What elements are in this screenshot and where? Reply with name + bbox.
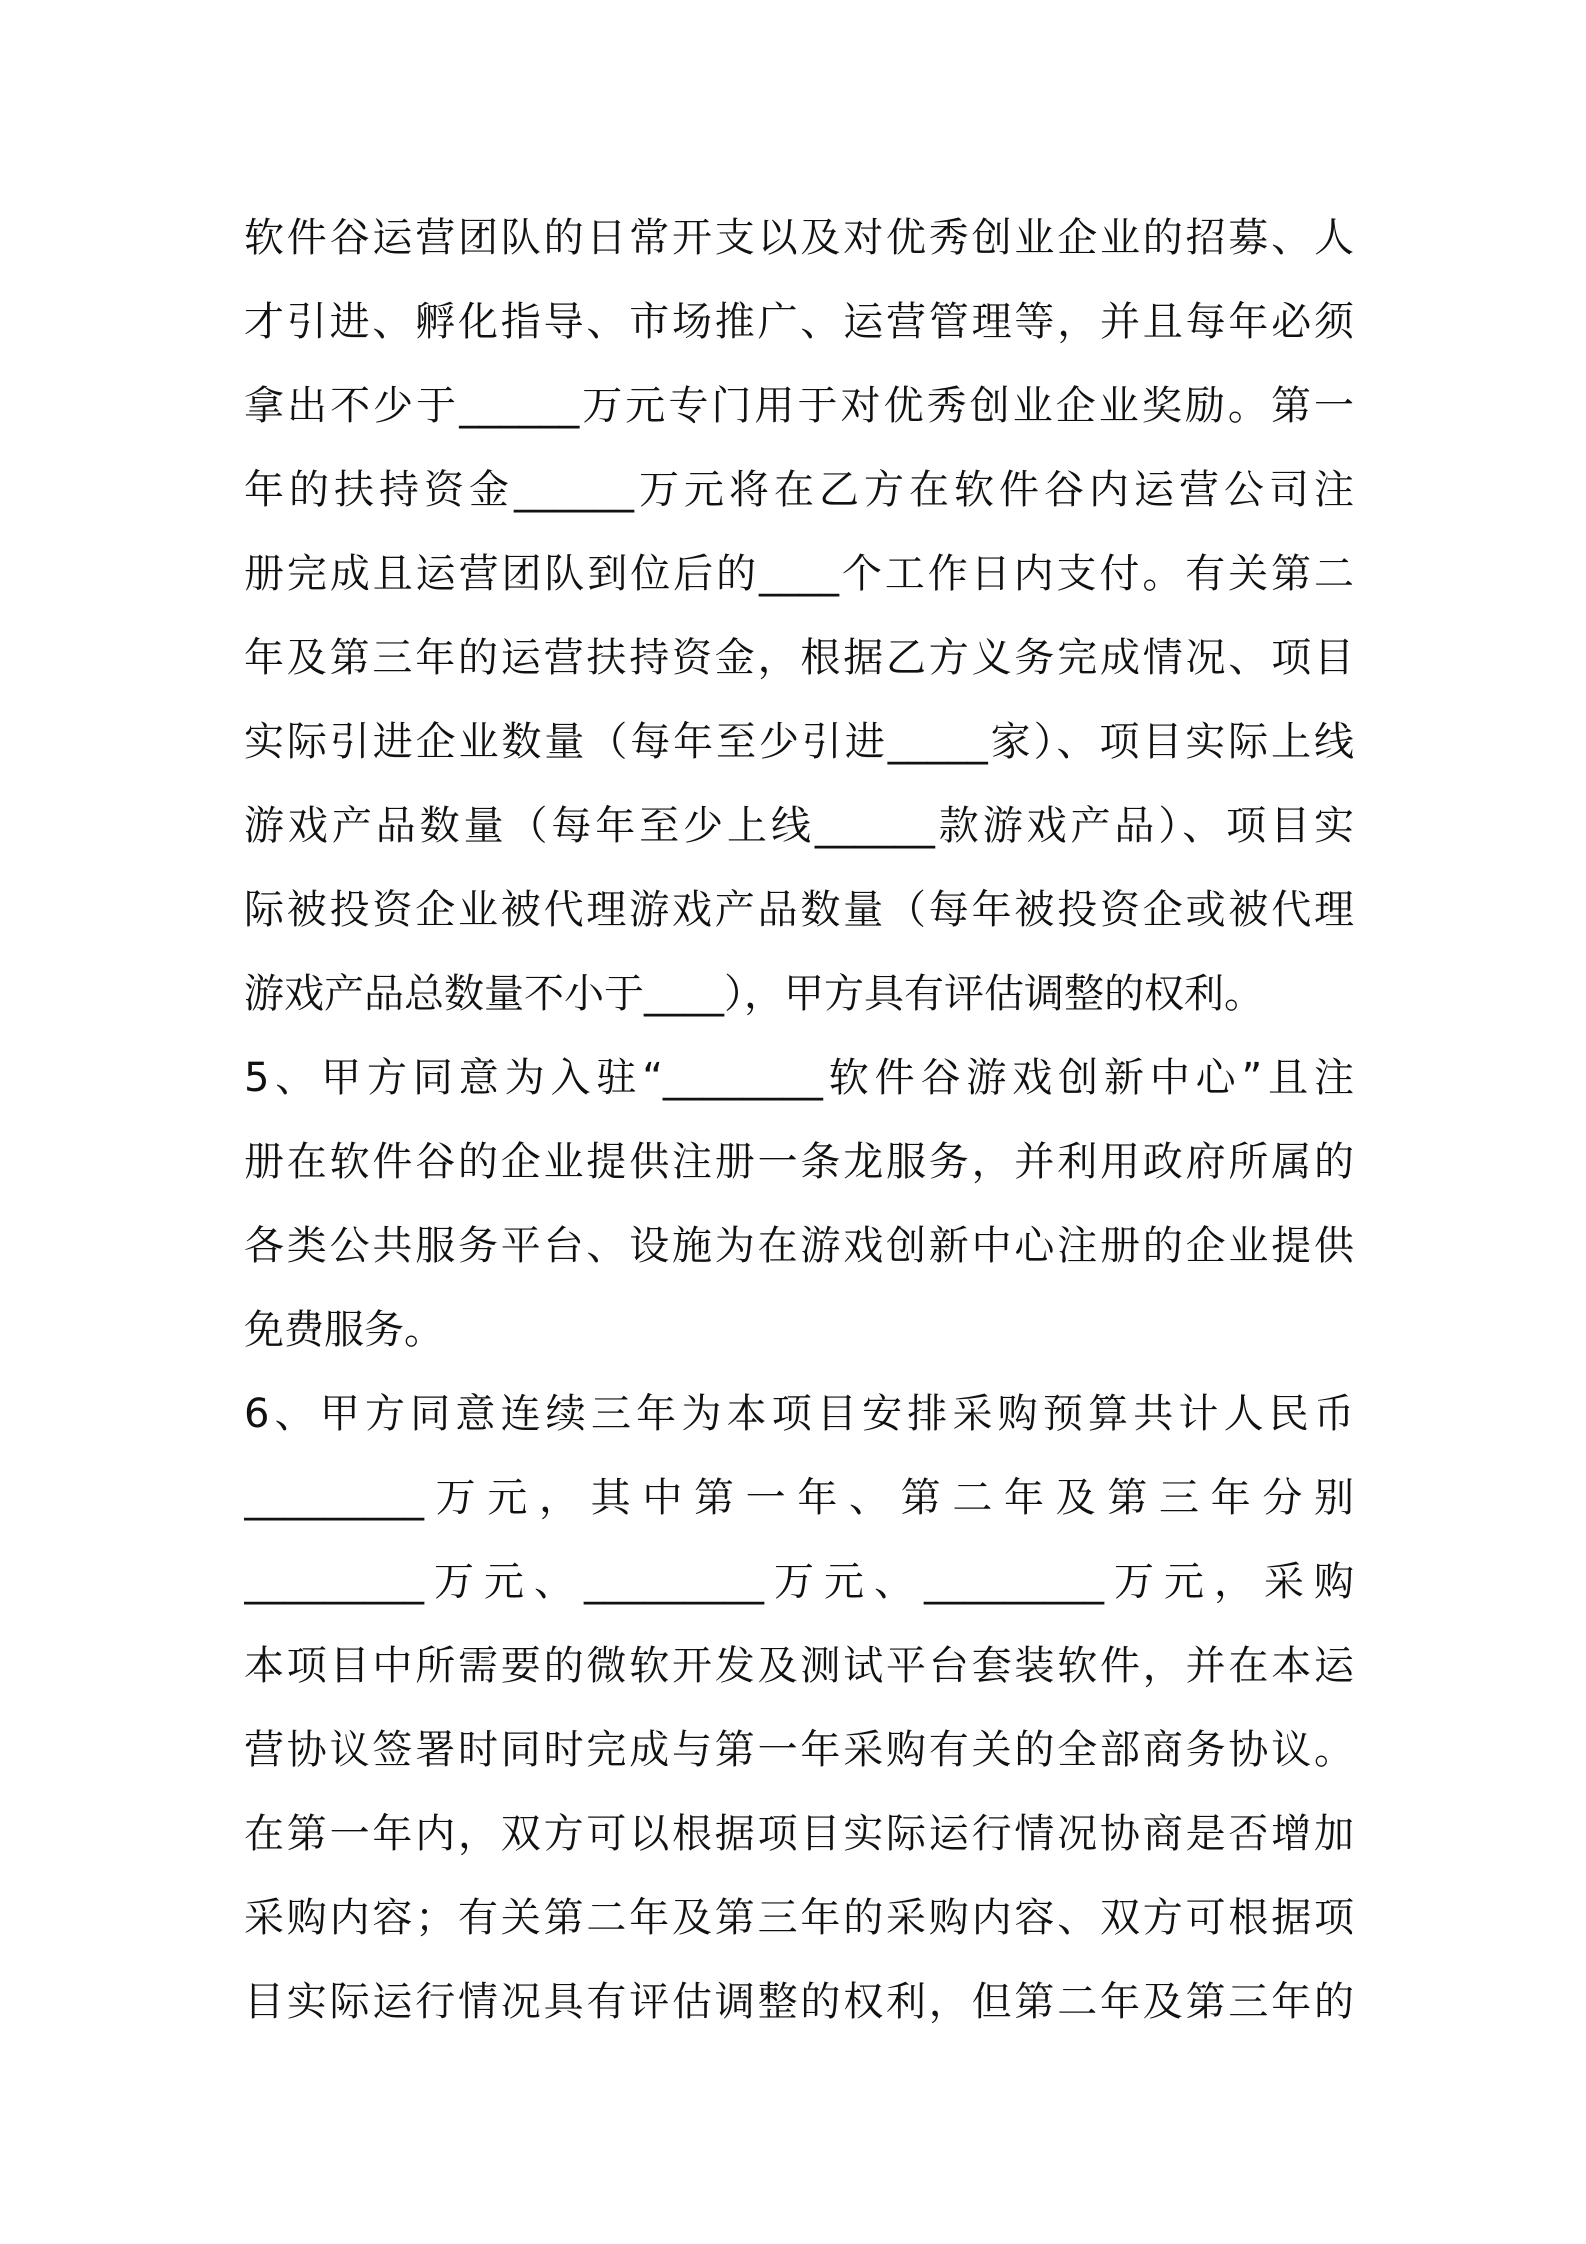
text-line-12: 册在软件谷的企业提供注册一条龙服务，并利用政府所属的	[244, 1139, 1354, 1185]
text-line-2: 才引进、孵化指导、市场推广、运营管理等，并且每年必须	[244, 299, 1354, 345]
text-line-21: 采购内容；有关第二年及第三年的采购内容、双方可根据项	[244, 1895, 1354, 1941]
text-line-8: 游戏产品数量（每年至少上线______款游戏产品）、项目实	[244, 803, 1354, 849]
text-line-1: 软件谷运营团队的日常开支以及对优秀创业企业的招募、人	[244, 215, 1354, 261]
document-body	[244, 196, 1354, 2044]
text-line-22: 目实际运行情况具有评估调整的权利，但第二年及第三年的	[244, 1979, 1354, 2025]
text-line-13: 各类公共服务平台、设施为在游戏创新中心注册的企业提供	[244, 1223, 1354, 1269]
text-line-10: 游戏产品总数量不小于____），甲方具有评估调整的权利。	[244, 971, 1264, 1017]
text-line-4: 年的扶持资金______万元将在乙方在软件谷内运营公司注	[244, 467, 1354, 513]
text-line-16: _________万元，其中第一年、第二年及第三年分别	[244, 1475, 1354, 1521]
text-line-17: _________万元、_________万元、_________万元，采购	[244, 1559, 1354, 1605]
text-line-20: 在第一年内，双方可以根据项目实际运行情况协商是否增加	[244, 1811, 1354, 1857]
text-line-6: 年及第三年的运营扶持资金，根据乙方义务完成情况、项目	[244, 635, 1354, 681]
text-line-11: 5、甲方同意为入驻“________软件谷游戏创新中心”且注	[244, 1055, 1354, 1101]
text-line-3: 拿出不少于______万元专门用于对优秀创业企业奖励。第一	[244, 383, 1354, 429]
text-line-19: 营协议签署时同时完成与第一年采购有关的全部商务协议。	[244, 1727, 1354, 1773]
text-line-14: 免费服务。	[244, 1307, 444, 1353]
text-line-9: 际被投资企业被代理游戏产品数量（每年被投资企或被代理	[244, 887, 1354, 933]
text-line-5: 册完成且运营团队到位后的____个工作日内支付。有关第二	[244, 551, 1354, 597]
text-line-18: 本项目中所需要的微软开发及测试平台套装软件，并在本运	[244, 1643, 1354, 1689]
text-line-7: 实际引进企业数量（每年至少引进_____家）、项目实际上线	[244, 719, 1354, 765]
text-line-15: 6、甲方同意连续三年为本项目安排采购预算共计人民币	[244, 1391, 1354, 1437]
